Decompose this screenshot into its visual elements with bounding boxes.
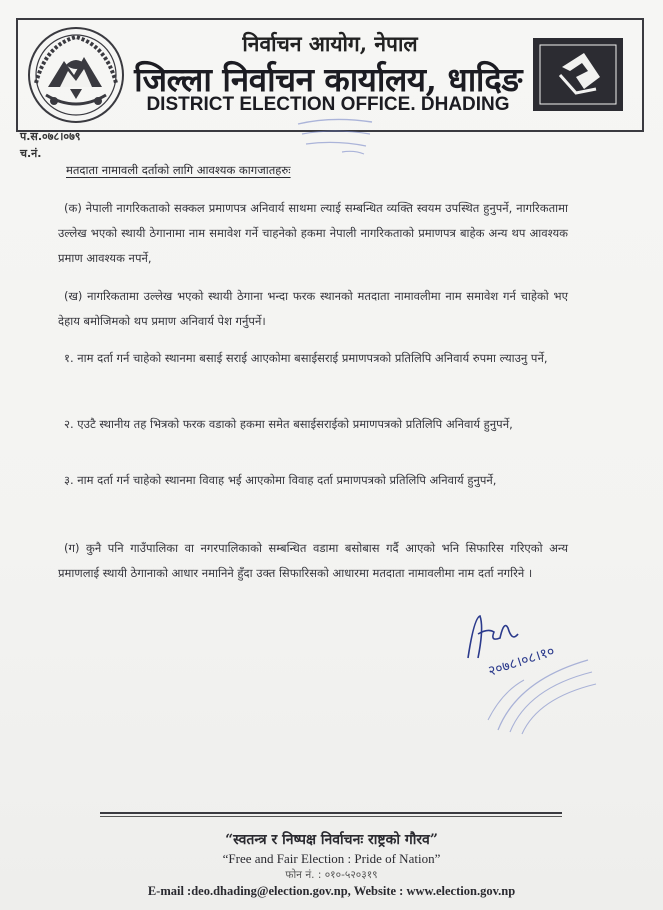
reference-block bbox=[20, 128, 81, 162]
footer-contact: E-mail :deo.dhading@election.gov.np, Website : www.election.gov.np bbox=[147, 884, 516, 898]
office-stamp-icon bbox=[292, 114, 380, 160]
footer-phone: फोन नं. : ०१०-५२०३१९ bbox=[285, 869, 378, 881]
paragraph-item-1: १. नाम दर्ता गर्न चाहेको स्थानमा बसाई सराई आएकोमा बसाईसराई प्रमाणपत्रको प्रतिलिपि अनिवार्य रुपमा ल्याउनु पर्ने, bbox=[64, 351, 548, 365]
footer-divider-thin bbox=[100, 816, 562, 817]
officer-stamp-icon bbox=[478, 640, 598, 740]
paragraph-item-2: २. एउटै स्थानीय तह भित्रको फरक वडाको हकमा समेत बसाईसराईको प्रमाणपत्रको प्रतिलिपि अनिवार्य हुनुपर्ने, bbox=[64, 417, 513, 431]
letter-number: प.स.०७८।०७९ bbox=[20, 130, 81, 143]
election-commission-logo-icon bbox=[532, 37, 624, 112]
commission-name: निर्वाचन आयोग, नेपाल bbox=[242, 31, 418, 56]
footer-divider bbox=[100, 812, 562, 814]
paragraph-kha: (ख) नागरिकतामा उल्लेख भएको स्थायी ठेगाना भन्दा फरक स्थानको मतदाता नामावलीमा नाम समावेश गर्न चाहेको भए देहाय बमोजिमको थप प्रमाण अनिवार्य पेश गर्नुपर्ने। bbox=[58, 289, 568, 328]
nepal-emblem-icon bbox=[26, 25, 126, 125]
footer-slogan-english: “Free and Fair Election : Pride of Nation” bbox=[222, 851, 441, 866]
paragraph-ka: (क) नेपाली नागरिकताको सक्कल प्रमाणपत्र अनिवार्य साथमा ल्याई सम्बन्धित व्यक्ति स्वयम उपस्थित हुनुपर्ने, नागरिकतामा उल्लेख भएको स्थायी ठेगानामा नाम समावेश गर्ने चाहनेको हकमा नेपाली नागरिकताको प्रमाणपत्र बाहेक अन्य थप आवश्यक प्रमाण आवश्यक नपर्ने, bbox=[58, 201, 568, 265]
signature-date: २०७८।०८।१० bbox=[486, 643, 557, 680]
paragraph-item-3: ३. नाम दर्ता गर्न चाहेको स्थानमा विवाह भई आएकोमा विवाह दर्ता प्रमाणपत्रको प्रतिलिपि अनिवार्य हुनुपर्ने, bbox=[64, 473, 497, 487]
paragraph-ga: (ग) कुनै पनि गाउँपालिका वा नगरपालिकाको सम्बन्धित वडामा बसोबास गर्दै आएको भनि सिफारिस गरिएको अन्य प्रमाणलाई स्थायी ठेगानाको आधार नमानिने हुँदा उक्त सिफारिसको आधारमा मतदाता नामावलीमा नाम दर्ता नगरिने । bbox=[58, 541, 568, 580]
office-name-english: DISTRICT ELECTION OFFICE. DHADING bbox=[146, 94, 510, 115]
letter-subject: मतदाता नामावली दर्ताको लागि आवश्यक कागजातहरुः bbox=[66, 163, 291, 177]
dispatch-number: च.नं. bbox=[20, 147, 42, 160]
office-name-nepali: जिल्ला निर्वाचन कार्यालय, धादिङ bbox=[134, 60, 522, 99]
footer-slogan-nepali: “स्वतन्त्र र निष्पक्ष निर्वाचनः राष्ट्रको गौरव” bbox=[225, 832, 438, 848]
